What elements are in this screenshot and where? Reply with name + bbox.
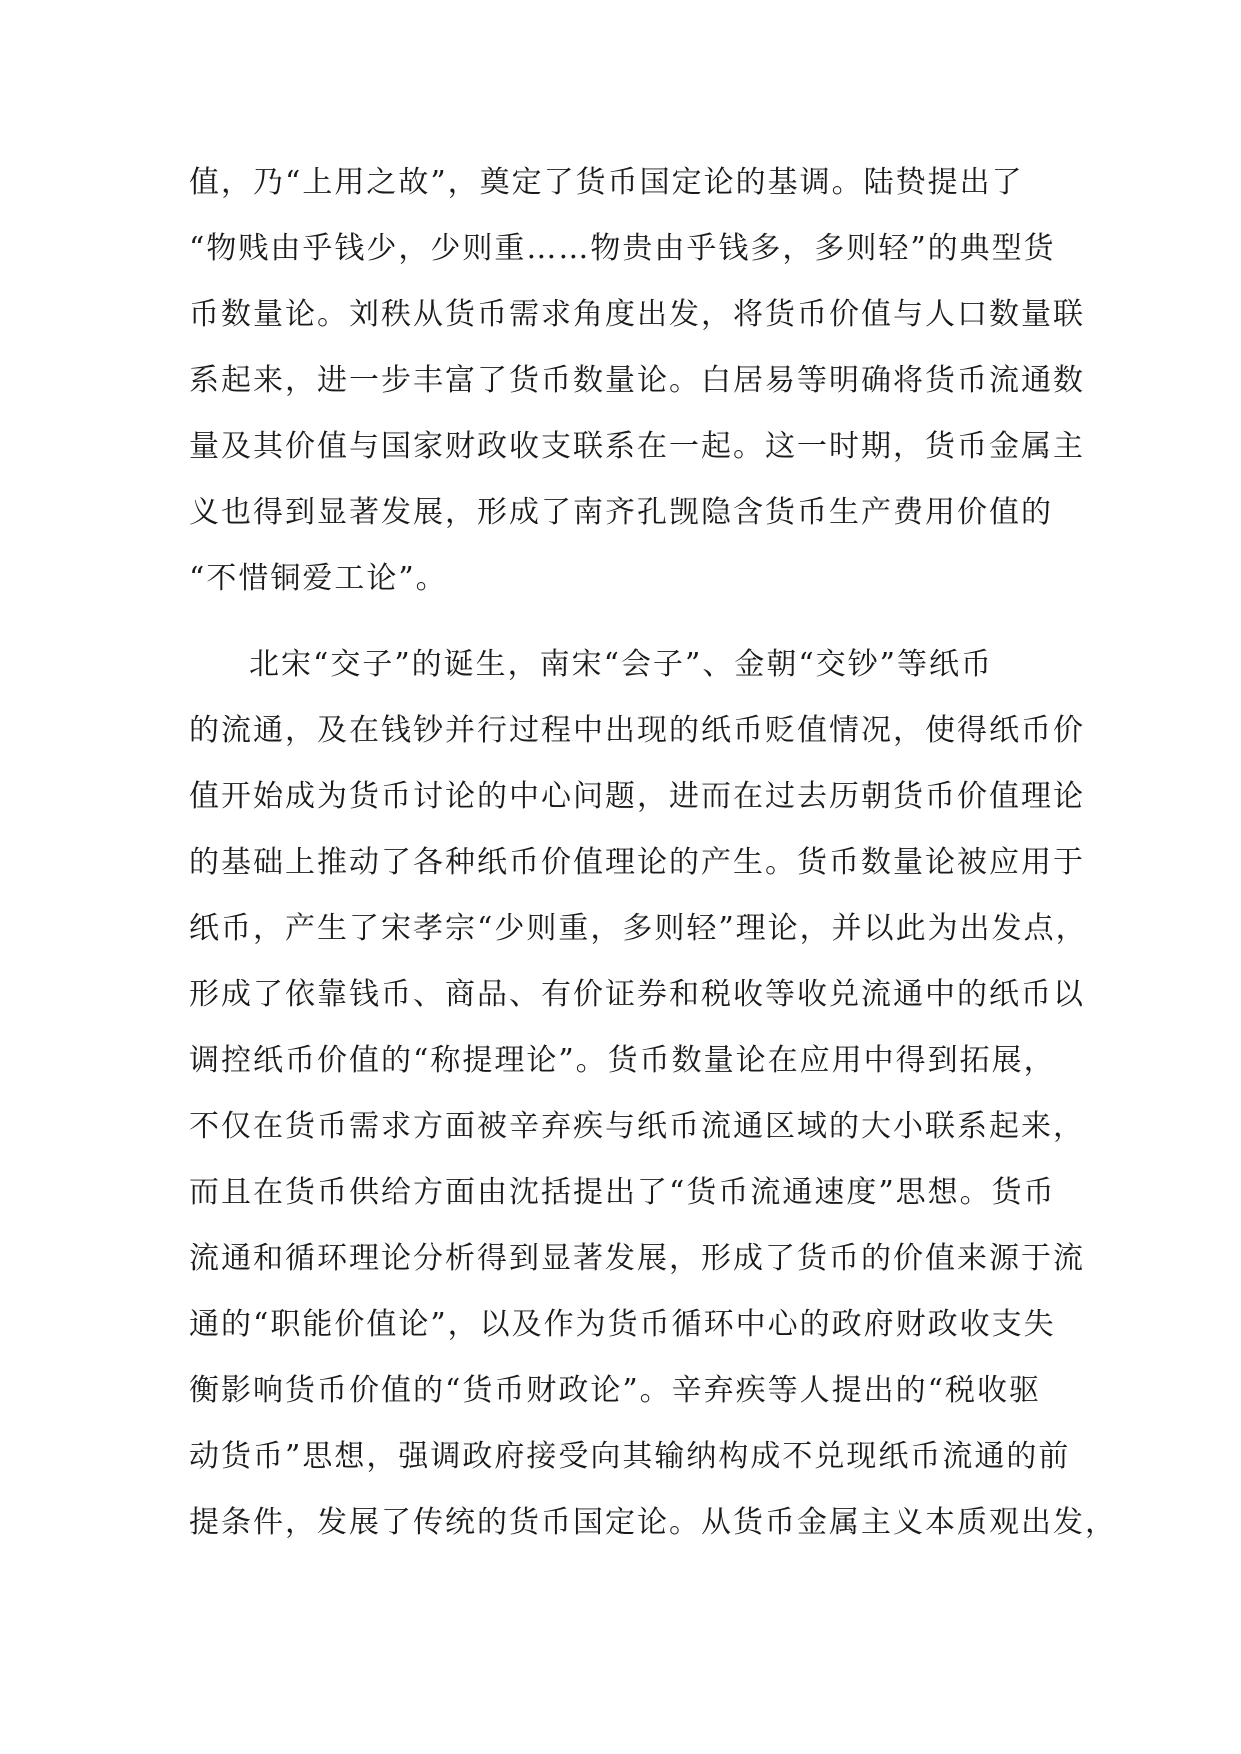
text-line: 调控纸币价值的“称提理论”。货币数量论在应用中得到拓展， <box>189 1043 1056 1078</box>
text-line: 通的“职能价值论”，以及作为货币循环中心的政府财政收支失 <box>189 1307 1056 1342</box>
text-line: 动货币”思想，强调政府接受向其输纳构成不兑现纸币流通的前 <box>189 1439 1071 1474</box>
text-line: 提条件，发展了传统的货币国定论。从货币金属主义本质观出发， <box>189 1505 1117 1540</box>
text-line: “物贱由乎钱少，少则重……物贵由乎钱多，多则轻”的典型货 <box>189 231 1056 266</box>
paragraph-2 <box>189 632 1117 1556</box>
text-line: 而且在货币供给方面由沈括提出了“货币流通速度”思想。货币 <box>189 1175 1056 1210</box>
text-line: 量及其价值与国家财政收支联系在一起。这一时期，货币金属主 <box>189 429 1085 464</box>
text-line: 流通和循环理论分析得到显著发展，形成了货币的价值来源于流 <box>189 1241 1085 1276</box>
text-line: 义也得到显著发展，形成了南齐孔觊隐含货币生产费用价值的 <box>189 495 1053 530</box>
text-line: 纸币，产生了宋孝宗“少则重，多则轻”理论，并以此为出发点， <box>189 911 1088 946</box>
text-line: 币数量论。刘秩从货币需求角度出发，将货币价值与人口数量联 <box>189 297 1085 332</box>
text-line: 的流通，及在钱钞并行过程中出现的纸币贬值情况，使得纸币价 <box>189 713 1085 748</box>
text-line: 不仅在货币需求方面被辛弃疾与纸币流通区域的大小联系起来， <box>189 1109 1085 1144</box>
text-line: 系起来，进一步丰富了货币数量论。白居易等明确将货币流通数 <box>189 363 1085 398</box>
text-line: 值，乃“上用之故”，奠定了货币国定论的基调。陆贽提出了 <box>189 165 1024 200</box>
text-line: 的基础上推动了各种纸币价值理论的产生。货币数量论被应用于 <box>189 845 1085 880</box>
text-line: 形成了依靠钱币、商品、有价证券和税收等收兑流通中的纸币以 <box>189 977 1085 1012</box>
paragraph-1 <box>189 150 1085 612</box>
text-line: 值开始成为货币讨论的中心问题，进而在过去历朝货币价值理论 <box>189 779 1085 814</box>
text-line-indented: 北宋“交子”的诞生，南宋“会子”、金朝“交钞”等纸币 <box>249 647 994 682</box>
text-line: “不惜铜爱工论”。 <box>189 561 448 596</box>
text-line: 衡影响货币价值的“货币财政论”。辛弃疾等人提出的“税收驱 <box>189 1373 1042 1408</box>
